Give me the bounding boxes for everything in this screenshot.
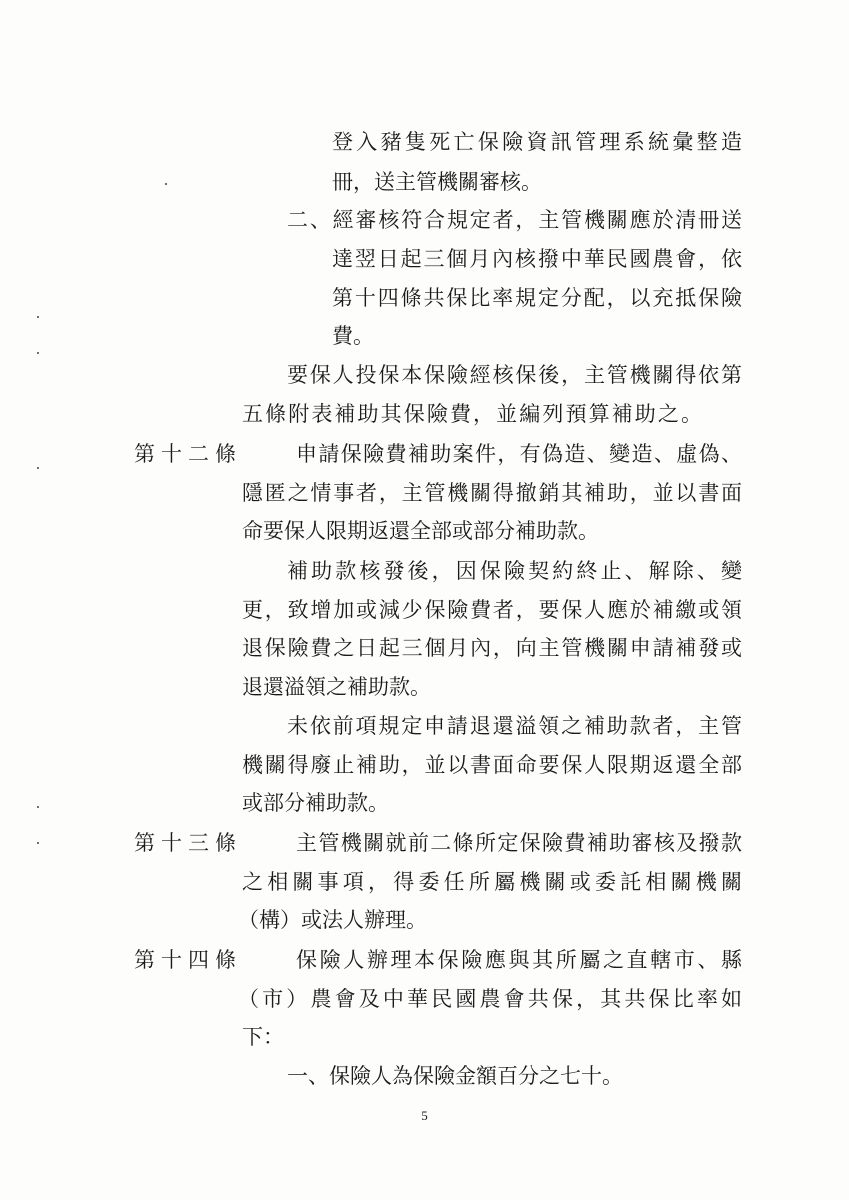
- text-line: 退保險費之日起三個月內，向主管機關申請補發或: [242, 636, 742, 660]
- text-line: 五條附表補助其保險費，並編列預算補助之。: [242, 402, 702, 426]
- text-line: 退還溢領之補助款。: [242, 675, 431, 699]
- text-line: 補助款核發後，因保險契約終止、解除、變: [287, 559, 742, 583]
- text-line: 要保人投保本保險經核保後，主管機關得依第: [287, 363, 742, 387]
- page-number: 5: [421, 1108, 428, 1123]
- text-line: 一、保險人為保險金額百分之七十。: [287, 1064, 623, 1088]
- text-line: 二、經審核符合規定者，主管機關應於清冊送: [287, 208, 742, 232]
- scan-speck: [37, 316, 39, 318]
- text-line: 達翌日起三個月內核撥中華民國農會，依: [332, 247, 742, 271]
- text-line: 主管機關就前二條所定保險費補助審核及撥款: [296, 831, 742, 855]
- text-line: 隱匿之情事者，主管機關得撤銷其補助，並以書面: [242, 481, 742, 505]
- text-line: 或部分補助款。: [242, 791, 389, 815]
- scan-speck: [165, 183, 167, 185]
- text-line: 申請保險費補助案件，有偽造、變造、虛偽、: [296, 442, 742, 466]
- text-line: 命要保人限期返還全部或部分補助款。: [242, 519, 599, 543]
- text-line: 機關得廢止補助，並以書面命要保人限期返還全部: [242, 753, 742, 777]
- scan-speck: [37, 352, 39, 354]
- text-line: （構）或法人辦理。: [238, 908, 427, 932]
- text-line: 冊，送主管機關審核。: [332, 170, 542, 194]
- text-line: 未依前項規定申請退還溢領之補助款者，主管: [287, 714, 742, 738]
- text-line: 之相關事項，得委任所屬機關或委託相關機關: [242, 870, 742, 894]
- text-line: 保險人辦理本保險應與其所屬之直轄市、縣: [296, 948, 742, 972]
- scan-speck: [37, 842, 39, 844]
- article-label: 第十三條: [134, 831, 242, 855]
- article-label: 第十四條: [134, 948, 242, 972]
- text-line: 費。: [332, 324, 374, 348]
- text-line: 更，致增加或減少保險費者，要保人應於補繳或領: [242, 598, 742, 622]
- scan-speck: [37, 806, 39, 808]
- text-line: （市）農會及中華民國農會共保，其共保比率如: [238, 987, 742, 1011]
- text-line: 第十四條共保比率規定分配，以充抵保險: [332, 286, 742, 310]
- text-line: 下：: [242, 1025, 284, 1049]
- article-label: 第十二條: [134, 442, 242, 466]
- scan-speck: [37, 467, 39, 469]
- text-line: 登入豬隻死亡保險資訊管理系統彙整造: [332, 130, 742, 154]
